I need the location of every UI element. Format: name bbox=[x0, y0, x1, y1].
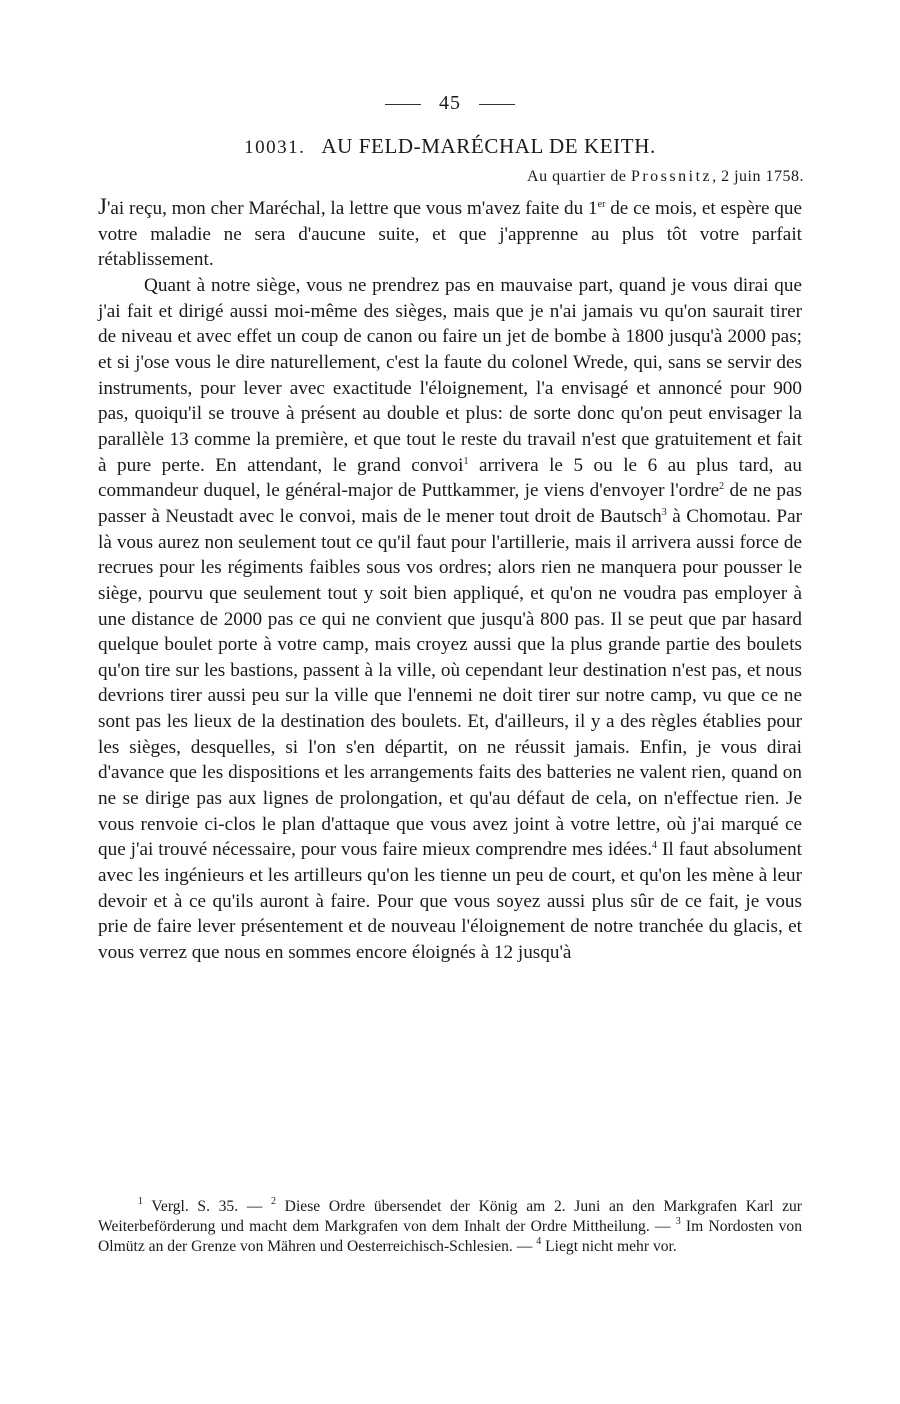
footnote-text-4: Liegt nicht mehr vor. bbox=[541, 1238, 677, 1255]
footnote-ref-4: 4 bbox=[652, 840, 658, 852]
letter-title: AU FELD-MARÉCHAL DE KEITH. bbox=[321, 134, 656, 158]
dateline-prefix: Au quartier de bbox=[527, 168, 631, 185]
body-paragraph-1 bbox=[98, 194, 802, 273]
footnote-marker-3: 3 bbox=[675, 1216, 681, 1227]
letter-number: 10031. bbox=[244, 137, 306, 158]
footnote-text-3: Im Nordosten von Olmütz an der Grenze von Mähren und Oesterreichisch-Schlesien. — bbox=[98, 1218, 802, 1255]
page-number-dash-right bbox=[479, 104, 515, 105]
page-number-dash-left bbox=[385, 104, 421, 105]
letter-heading bbox=[0, 134, 900, 159]
body-text: 'ai reçu, mon cher Maréchal, la lettre que vous m'avez faite du 1 bbox=[106, 198, 598, 219]
body-text: de ce mois, et espère que votre maladie ne sera d'aucune suite, et que j'apprenne au plus tôt votre parfait rétablissement. bbox=[98, 198, 802, 271]
footnote-ref-1: 1 bbox=[463, 455, 469, 467]
footnotes bbox=[98, 1197, 802, 1257]
page-number bbox=[0, 92, 900, 115]
paragraph-initial: J bbox=[98, 194, 107, 219]
ordinal-superscript: er bbox=[597, 199, 606, 210]
footnote-marker-1: 1 bbox=[138, 1196, 143, 1207]
body-text: de ne pas passer à Neustadt avec le convoi, mais de le mener tout droit de Bautsch bbox=[98, 480, 802, 527]
letter-dateline bbox=[527, 168, 804, 186]
footnote-marker-4: 4 bbox=[536, 1236, 542, 1247]
footnote-text-2: Diese Ordre übersendet der König am 2. Juni an den Markgrafen Karl zur Weiterbeförderung und macht dem Markgrafen von dem Inhalt der Ordre Mittheilung. — bbox=[98, 1198, 802, 1235]
footnote-ref-3: 3 bbox=[661, 506, 667, 518]
page-number-value: 45 bbox=[439, 92, 461, 114]
footnote-ref-2: 2 bbox=[719, 481, 725, 493]
dateline-date: , 2 juin 1758. bbox=[712, 168, 804, 185]
dateline-place: Prossnitz bbox=[630, 168, 713, 185]
footnote-block bbox=[98, 1197, 802, 1257]
body-text: Il faut absolument avec les ingénieurs et les artilleurs qu'on les tienne un peu de court, et qu'on les mène à leur devoir et à ce qu'ils auront à faire. Pour que vous soyez aussi plus sûr de ce fait, je vous prie de faire lever présentement et de nouveau l'éloignement de notre tranchée du glacis, et vous verrez que nous en sommes encore éloignés à 12 jusqu'à bbox=[98, 839, 802, 964]
footnote-text-1: Vergl. S. 35. — bbox=[143, 1198, 272, 1215]
body-text: arrivera le 5 ou le 6 au plus tard, au commandeur duquel, le général-major de Puttkammer, je viens d'envoyer l'ordre bbox=[98, 454, 802, 502]
body-text: Quant à notre siège, vous ne prendrez pas en mauvaise part, quand je vous dirai que j'ai fait et dirigé aussi moi-même des sièges, mais que je n'ai jamais vu qu'on saurait tirer de niveau et avec effet un coup de canon ou faire un jet de bombe à 1800 jusqu'à 2000 pas; et si j'ose vous le dire naturellement, c'est la faute du colonel Wrede, qui, sans se servir des instruments, pour lever avec exactitude l'éloignement, l'a envisagé et annoncé pour 900 pas, quoiqu'il se trouve à présent au double et plus: de sorte donc qu'on peut envisager la parallèle 13 comme la première, et que tout le reste du travail n'est que gratuitement et fait à pure perte. En attendant, le grand convoi bbox=[98, 274, 802, 476]
body-paragraph-2 bbox=[98, 273, 802, 966]
body-text: à Chomotau. Par là vous aurez non seulement tout ce qu'il faut pour l'artillerie, mais il arrivera aussi force de recrues pour les régiments faibles sous vos ordres; alors rien ne manquera pour pousser le siège, pourvu que seulement tout y soit bien appliqué, et qu'on ne voudra pas employer à une distance de 2000 pas ce qui ne convient que jusqu'à 800 pas. Il se peut que par hasard quelque boulet porte à votre camp, mais croyez aussi que la plus grande partie des boulets qu'on tire sur les bastions, passent à la ville, où cependant leur destination n'est pas, et nous devrions tirer aussi peu sur la ville que l'ennemi ne doit tirer sur notre camp, vu que ce ne sont pas les lieux de la destination des boulets. Et, d'ailleurs, il y a des règles établies pour les sièges, desquelles, si l'on s'en départit, on ne réussit jamais. Enfin, je vous dirai d'avance que les dispositions et les arrangements faits des batteries ne valent rien, quand on ne se dirige pas aux lignes de prolongation, et qu'au défaut de cela, on n'effectue rien. Je vous renvoie ci-clos le plan d'attaque que vous avez joint à votre lettre, où j'ai marqué ce que j'ai trouvé nécessaire, pour vous faire mieux comprendre mes idées. bbox=[98, 505, 802, 861]
letter-body bbox=[98, 194, 802, 966]
footnote-marker-2: 2 bbox=[271, 1196, 277, 1207]
